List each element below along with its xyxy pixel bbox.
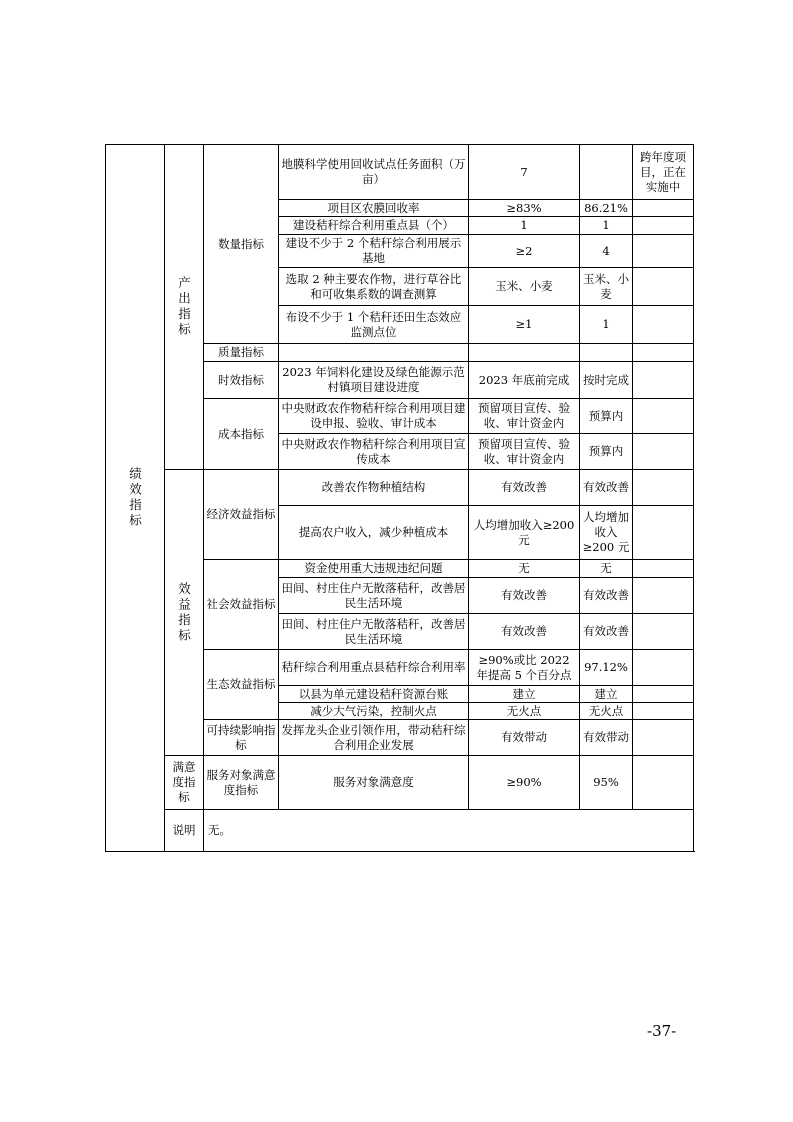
note-cell [633, 720, 694, 756]
target-cell: 7 [469, 145, 580, 200]
output-label: 产出指标 [176, 276, 192, 338]
indicator-cell: 减少大气污染，控制火点 [279, 703, 469, 720]
actual-cell: 有效改善 [580, 470, 633, 506]
indicator-cell: 秸秆综合利用重点县秸秆综合利用率 [279, 650, 469, 686]
target-cell: 玉米、小麦 [469, 268, 580, 306]
indicator-cell: 项目区农膜回收率 [279, 200, 469, 217]
target-cell: ≥90% [469, 756, 580, 810]
target-cell: 预留项目宣传、验收、审计资金内 [469, 434, 580, 470]
indicator-cell: 以县为单元建设秸秆资源台账 [279, 686, 469, 703]
target-cell: 人均增加收入≥200 元 [469, 506, 580, 560]
target-cell: ≥83% [469, 200, 580, 217]
note-cell [633, 235, 694, 268]
target-cell: 有效改善 [469, 578, 580, 614]
indicator-cell: 中央财政农作物秸秆综合利用项目宣传成本 [279, 434, 469, 470]
actual-cell: 1 [580, 217, 633, 235]
target-cell: 有效改善 [469, 470, 580, 506]
indicator-cell: 田间、村庄住户无散落秸秆，改善居民生活环境 [279, 578, 469, 614]
indicator-cell: 建设不少于 2 个秸秆综合利用展示基地 [279, 235, 469, 268]
target-cell: 预留项目宣传、验收、审计资金内 [469, 399, 580, 434]
note-cell [633, 614, 694, 650]
target-cell: ≥1 [469, 306, 580, 344]
note-cell [633, 217, 694, 235]
target-cell: ≥90%或比 2022 年提高 5 个百分点 [469, 650, 580, 686]
output-label-cell [165, 145, 204, 470]
target-cell [469, 344, 580, 362]
note-cell [633, 756, 694, 810]
note-cell: 跨年度项目，正在实施中 [633, 145, 694, 200]
cost-group-label: 成本指标 [204, 399, 279, 470]
perf-label-cell [106, 145, 165, 852]
indicator-cell: 选取 2 种主要农作物，进行草谷比和可收集系数的调查测算 [279, 268, 469, 306]
note-cell [633, 362, 694, 399]
note-cell [633, 470, 694, 506]
target-cell: 建立 [469, 686, 580, 703]
quantity-group-label: 数量指标 [204, 145, 279, 344]
actual-cell: 预算内 [580, 434, 633, 470]
note-cell [633, 686, 694, 703]
actual-cell: 按时完成 [580, 362, 633, 399]
indicator-cell: 2023 年饲料化建设及绿色能源示范村镇项目建设进度 [279, 362, 469, 399]
indicator-cell: 田间、村庄住户无散落秸秆，改善居民生活环境 [279, 614, 469, 650]
actual-cell [580, 145, 633, 200]
actual-cell: 玉米、小麦 [580, 268, 633, 306]
remark-text: 无。 [204, 810, 694, 852]
target-cell: ≥2 [469, 235, 580, 268]
performance-indicator-table [105, 144, 694, 852]
target-cell: 有效带动 [469, 720, 580, 756]
note-cell [633, 306, 694, 344]
target-cell: 无 [469, 560, 580, 578]
target-cell: 无火点 [469, 703, 580, 720]
actual-cell: 预算内 [580, 399, 633, 434]
social-group-label: 社会效益指标 [204, 560, 279, 650]
indicator-cell: 提高农户收入，减少种植成本 [279, 506, 469, 560]
actual-cell: 有效改善 [580, 614, 633, 650]
actual-cell: 无火点 [580, 703, 633, 720]
note-cell [633, 578, 694, 614]
actual-cell: 人均增加收入≥200 元 [580, 506, 633, 560]
indicator-cell: 资金使用重大违规违纪问题 [279, 560, 469, 578]
actual-cell: 有效改善 [580, 578, 633, 614]
remark-row [106, 810, 694, 852]
indicator-cell: 服务对象满意度 [279, 756, 469, 810]
benefit-label: 效益指标 [176, 581, 192, 644]
actual-cell: 86.21% [580, 200, 633, 217]
economic-group-label: 经济效益指标 [204, 470, 279, 560]
indicator-cell: 地膜科学使用回收试点任务面积（万亩） [279, 145, 469, 200]
actual-cell: 建立 [580, 686, 633, 703]
note-cell [633, 344, 694, 362]
actual-cell: 有效带动 [580, 720, 633, 756]
note-cell [633, 703, 694, 720]
indicator-cell: 中央财政农作物秸秆综合利用项目建设申报、验收、审计成本 [279, 399, 469, 434]
satisfaction-label: 满意度指标 [165, 756, 204, 810]
table-row [106, 756, 694, 810]
indicator-cell [279, 344, 469, 362]
indicator-cell: 布设不少于 1 个秸秆还田生态效应监测点位 [279, 306, 469, 344]
benefit-label-cell [165, 470, 204, 756]
remark-label: 说明 [165, 810, 204, 852]
service-satisfaction-group-label: 服务对象满意度指标 [204, 756, 279, 810]
table-row [106, 470, 694, 506]
actual-cell: 无 [580, 560, 633, 578]
timeliness-group-label: 时效指标 [204, 362, 279, 399]
page-number: -37- [647, 1022, 677, 1040]
table-row [106, 145, 694, 200]
actual-cell: 1 [580, 306, 633, 344]
note-cell [633, 506, 694, 560]
note-cell [633, 560, 694, 578]
sustainable-group-label: 可持续影响指标 [204, 720, 279, 756]
quality-group-label: 质量指标 [204, 344, 279, 362]
target-cell: 1 [469, 217, 580, 235]
indicator-cell: 改善农作物种植结构 [279, 470, 469, 506]
indicator-cell: 发挥龙头企业引领作用，带动秸秆综合利用企业发展 [279, 720, 469, 756]
note-cell [633, 434, 694, 470]
actual-cell: 97.12% [580, 650, 633, 686]
note-cell [633, 399, 694, 434]
actual-cell: 95% [580, 756, 633, 810]
indicator-cell: 建设秸秆综合利用重点县（个） [279, 217, 469, 235]
ecological-group-label: 生态效益指标 [204, 650, 279, 720]
target-cell: 2023 年底前完成 [469, 362, 580, 399]
note-cell [633, 200, 694, 217]
target-cell: 有效改善 [469, 614, 580, 650]
note-cell [633, 268, 694, 306]
note-cell [633, 650, 694, 686]
actual-cell [580, 344, 633, 362]
actual-cell: 4 [580, 235, 633, 268]
perf-label: 绩效指标 [127, 467, 143, 529]
